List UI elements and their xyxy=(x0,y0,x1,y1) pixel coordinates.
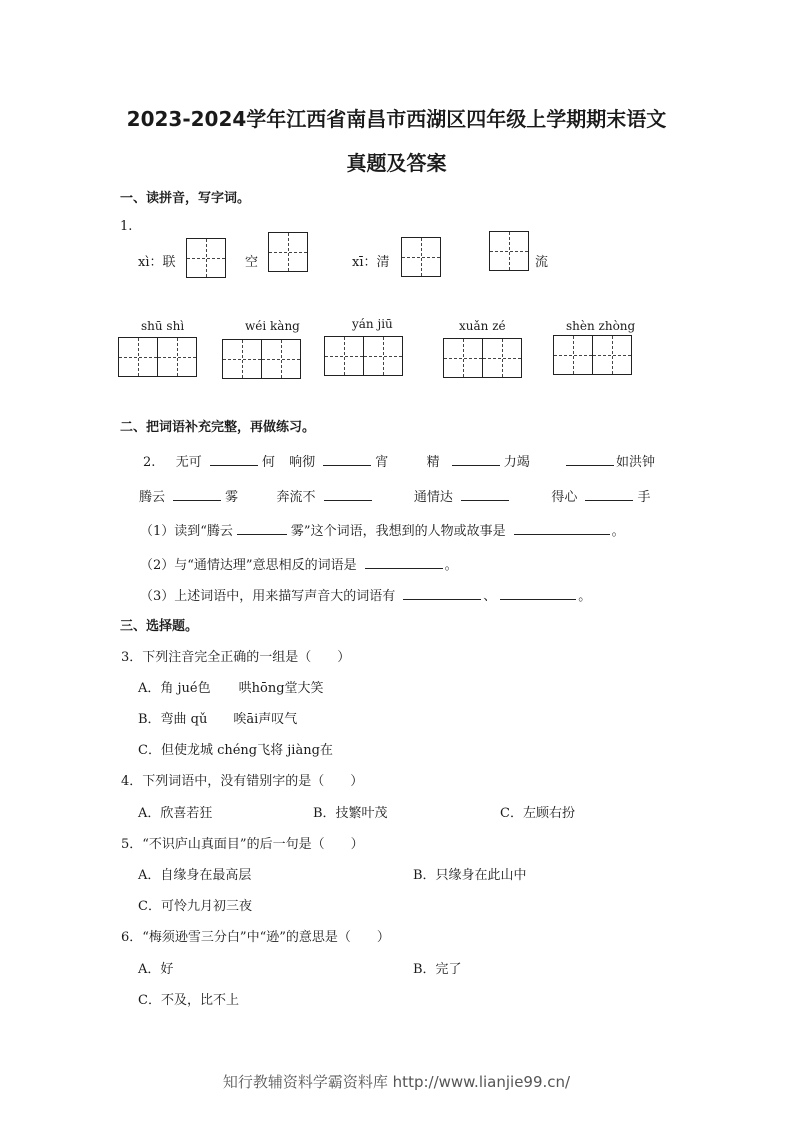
fill-blank-xiangche[interactable] xyxy=(323,452,371,466)
q4-option-c[interactable]: C．左顾右扮 xyxy=(500,806,575,821)
idiom-b-pre: 响彻 xyxy=(289,455,316,470)
sub3-end: 。 xyxy=(578,589,592,604)
pinyin-word-2: wéi kàng xyxy=(245,319,300,333)
sub3-separator: 、 xyxy=(483,589,497,604)
q3-option-c[interactable]: C．但使龙城 chéng飞将 jiàng在 xyxy=(138,743,333,758)
q3-option-a-part2: 哄hōng堂大笑 xyxy=(238,681,324,696)
q5-option-b[interactable]: B．只缘身在此山中 xyxy=(413,868,527,883)
pinyin-word-4: xuǎn zé xyxy=(459,319,506,333)
writing-cell[interactable] xyxy=(363,336,403,376)
writing-grid-shenzhong[interactable] xyxy=(553,335,632,375)
footer-watermark: 知行教辅资料学霸资料库 http://www.lianjie99.cn/ xyxy=(222,1073,571,1091)
fill-blank-hongzhong[interactable] xyxy=(566,452,614,466)
writing-cell[interactable] xyxy=(482,338,522,378)
section-3-heading: 三、选择题。 xyxy=(120,619,199,634)
idiom-f-pre: 奔流不 xyxy=(276,490,316,505)
question-1-number: 1. xyxy=(120,219,133,234)
writing-cell[interactable] xyxy=(118,337,158,377)
q3-option-a[interactable] xyxy=(138,677,324,696)
q3-option-a-part1: A．角 jué色 xyxy=(138,681,211,696)
sub1-prefix: （1）读到“腾云 xyxy=(140,524,233,539)
writing-cell[interactable] xyxy=(553,335,593,375)
idiom-b-post: 宵 xyxy=(375,455,389,470)
q6-option-a[interactable]: A．好 xyxy=(138,962,174,977)
writing-cell[interactable] xyxy=(186,238,226,278)
pinyin-word-1: shū shì xyxy=(141,319,185,333)
idiom-d-post: 如洪钟 xyxy=(616,455,656,470)
idiom-e-pre: 腾云 xyxy=(139,490,166,505)
pinyin-xi1-label: xī：清 xyxy=(352,255,390,270)
idiom-h-post: 手 xyxy=(637,490,651,505)
writing-cell[interactable] xyxy=(268,232,308,272)
writing-grid-liu[interactable] xyxy=(489,231,529,271)
q3-option-b-part1: B．弯曲 qǔ xyxy=(138,712,208,727)
q4-option-b[interactable]: B．技繁叶茂 xyxy=(313,806,388,821)
writing-cell[interactable] xyxy=(401,237,441,277)
writing-cell[interactable] xyxy=(261,339,301,379)
question-3-stem: 3．下列注音完全正确的一组是（ ） xyxy=(121,650,351,665)
writing-cell[interactable] xyxy=(157,337,197,377)
fill-blank-wuke[interactable] xyxy=(210,452,258,466)
fill-blank-sub3-a[interactable] xyxy=(403,586,481,600)
writing-grid-weikang[interactable] xyxy=(222,339,301,379)
page-subtitle: 真题及答案 xyxy=(346,151,447,175)
q5-option-a[interactable]: A．自缘身在最高层 xyxy=(138,868,252,883)
sub2-end: 。 xyxy=(444,558,458,573)
fill-blank-tongqing[interactable] xyxy=(461,487,509,501)
writing-grid-shushi[interactable] xyxy=(118,337,197,377)
writing-grid-xi4[interactable] xyxy=(186,238,226,278)
idiom-h-pre: 得心 xyxy=(551,490,578,505)
idiom-a-post: 何 xyxy=(261,455,275,470)
q6-option-c[interactable]: C．不及，比不上 xyxy=(138,993,239,1008)
q5-option-c[interactable]: C．可怜九月初三夜 xyxy=(138,899,252,914)
sub1-middle: 雾”这个词语，我想到的人物或故事是 xyxy=(290,524,506,539)
fill-blank-sub2[interactable] xyxy=(365,555,443,569)
q6-option-b[interactable]: B．完了 xyxy=(413,962,462,977)
sub-question-1 xyxy=(140,520,625,539)
fill-blank-dexin[interactable] xyxy=(585,487,633,501)
idiom-line-1 xyxy=(143,451,655,470)
fill-blank-sub1-b[interactable] xyxy=(514,521,610,535)
writing-cell[interactable] xyxy=(222,339,262,379)
question-4-stem: 4．下列词语中，没有错别字的是（ ） xyxy=(121,774,364,789)
fill-blank-jing[interactable] xyxy=(452,452,500,466)
sub-question-2 xyxy=(140,554,458,573)
q3-option-b[interactable] xyxy=(138,708,297,727)
fill-blank-tengyun[interactable] xyxy=(173,487,221,501)
writing-cell[interactable] xyxy=(489,231,529,271)
question-6-stem: 6．“梅须逊雪三分白”中“逊”的意思是（ ） xyxy=(121,930,390,945)
section-1-heading: 一、读拼音，写字词。 xyxy=(120,191,251,206)
page-title: 2023-2024学年江西省南昌市西湖区四年级上学期期末语文 xyxy=(126,107,667,131)
writing-grid-xi1[interactable] xyxy=(401,237,441,277)
word-suffix-liu: 流 xyxy=(535,255,549,270)
sub2-prefix: （2）与“通情达理”意思相反的词语是 xyxy=(140,558,357,573)
pinyin-word-5: shèn zhòng xyxy=(566,319,636,333)
q4-option-a[interactable]: A．欣喜若狂 xyxy=(138,806,213,821)
sub-question-3 xyxy=(140,585,591,604)
question-2-number: 2. xyxy=(143,455,156,470)
writing-cell[interactable] xyxy=(443,338,483,378)
idiom-a-pre: 无可 xyxy=(175,455,202,470)
idiom-c-pre: 精 xyxy=(426,455,440,470)
question-5-stem: 5．“不识庐山真面目”的后一句是（ ） xyxy=(121,837,364,852)
writing-cell[interactable] xyxy=(592,335,632,375)
writing-cell[interactable] xyxy=(324,336,364,376)
idiom-c-post: 力竭 xyxy=(503,455,530,470)
word-suffix-kong: 空 xyxy=(245,255,259,270)
sub1-end: 。 xyxy=(611,524,625,539)
idiom-e-post: 雾 xyxy=(225,490,239,505)
idiom-line-2 xyxy=(139,486,651,505)
idiom-g-pre: 通情达 xyxy=(413,490,453,505)
writing-grid-xuanze[interactable] xyxy=(443,338,522,378)
sub3-prefix: （3）上述词语中，用来描写声音大的词语有 xyxy=(140,589,396,604)
section-2-heading: 二、把词语补充完整，再做练习。 xyxy=(120,420,316,435)
writing-grid-kong[interactable] xyxy=(268,232,308,272)
writing-grid-yanjiu[interactable] xyxy=(324,336,403,376)
q3-option-b-part2: 唉āi声叹气 xyxy=(233,712,298,727)
fill-blank-sub1-a[interactable] xyxy=(237,521,287,535)
pinyin-xi4-label: xì：联 xyxy=(138,255,176,270)
fill-blank-benliu[interactable] xyxy=(324,487,372,501)
pinyin-word-3: yán jiū xyxy=(352,317,393,331)
fill-blank-sub3-b[interactable] xyxy=(500,586,576,600)
